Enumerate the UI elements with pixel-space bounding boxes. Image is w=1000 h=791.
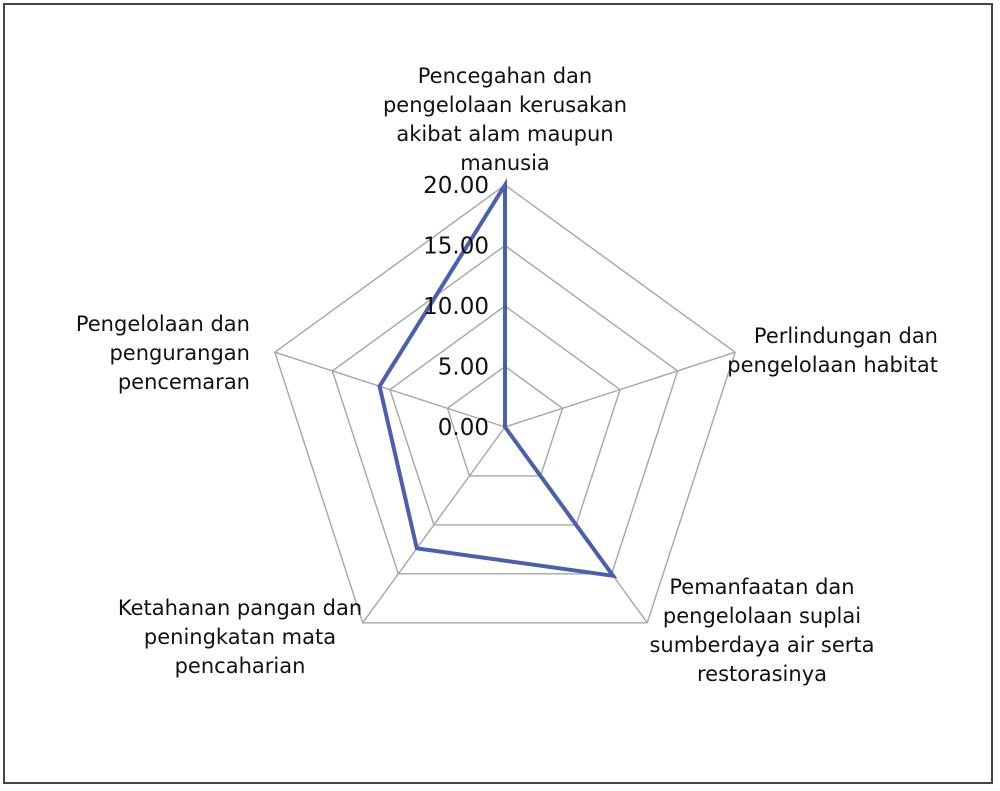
axis-label-line: peningkatan mata <box>143 625 337 649</box>
axis-label-line: pengurangan <box>109 341 250 365</box>
axis-label-line: pengelolaan habitat <box>727 353 938 377</box>
axis-label-line: Pencegahan dan <box>417 64 593 88</box>
axis-label-line: manusia <box>460 151 550 175</box>
chart-frame <box>3 3 993 784</box>
axis-label-line: sumberdaya air serta <box>649 633 875 657</box>
axis-label-line: Ketahanan pangan dan <box>117 596 363 620</box>
tick-label: 10.00 <box>423 294 489 320</box>
tick-label: 15.00 <box>423 233 489 260</box>
radar-tick-labels <box>423 173 489 441</box>
axis-label-line: pengelolaan kerusakan <box>382 93 628 117</box>
radar-chart <box>5 5 991 782</box>
axis-label-line: pencaharian <box>174 654 306 678</box>
radar-spoke <box>505 352 735 427</box>
tick-label: 0.00 <box>437 415 489 441</box>
axis-label-line: akibat alam maupun <box>396 122 614 146</box>
tick-label: 20.00 <box>423 173 489 199</box>
axis-label-line: Perlindungan dan <box>753 324 938 348</box>
axis-label-line: Pemanfaatan dan <box>669 575 855 599</box>
axis-label-line: pencemaran <box>117 370 250 394</box>
tick-label: 5.00 <box>437 354 489 381</box>
axis-label-line: pengelolaan suplai <box>662 604 862 628</box>
axis-label-line: restorasinya <box>697 662 827 686</box>
axis-label-line: Pengelolaan dan <box>75 312 250 336</box>
